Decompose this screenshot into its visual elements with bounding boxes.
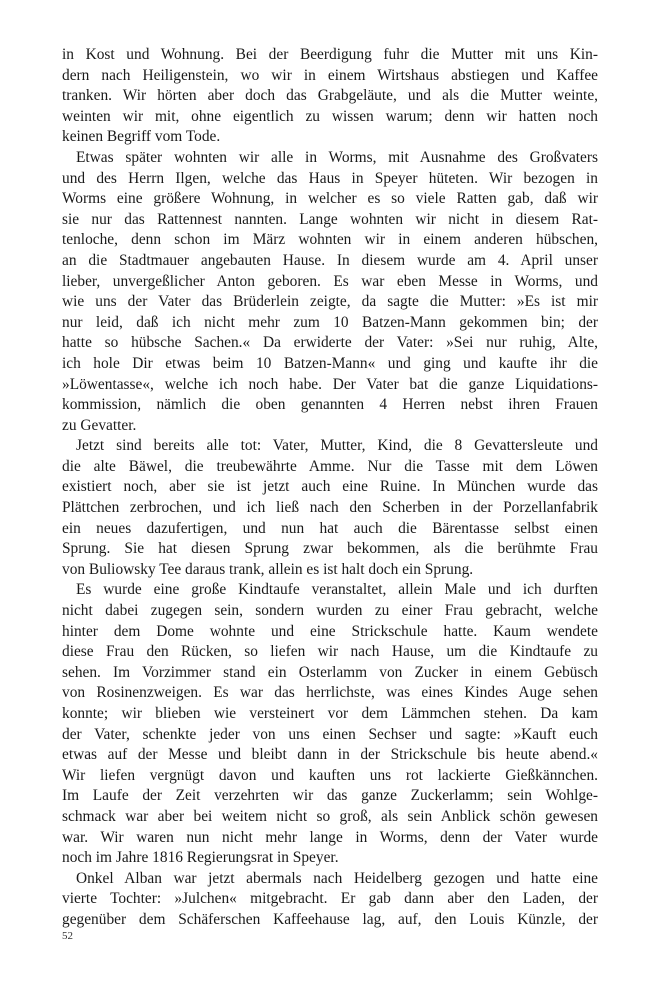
text-line: noch im Jahre 1816 Regierungsrat in Speyer. — [62, 849, 339, 867]
text-line: dern nach Heiligenstein, wo wir in einem Wirtshaus abstiegen und Kaffee — [62, 66, 598, 84]
text-line: Sprung. Sie hat diesen Sprung zwar bekommen, als die berühmte Frau — [62, 540, 598, 558]
text-line: vierte Tochter: »Julchen« mitgebracht. Er gab dann aber den Laden, der — [62, 890, 598, 908]
text-line: Onkel Alban war jetzt abermals nach Heidelberg gezogen und hatte eine — [76, 869, 598, 887]
text-line: Etwas später wohnten wir alle in Worms, mit Ausnahme des Großvaters — [76, 148, 598, 166]
text-line: konnte; wir blieben wie versteinert vor dem Lämmchen stehen. Da kam — [62, 705, 598, 722]
text-line: wie uns der Vater das Brüderlein zeigte, da sagte die Mutter: »Es ist mir — [62, 293, 598, 311]
text-line: etwas auf der Messe und bleibt dann in der Strickschule bis heute abend.« — [62, 746, 598, 764]
text-line: sehen. Im Vorzimmer stand ein Osterlamm von Zucker in einem Gebüsch — [62, 663, 598, 681]
text-line: Jetzt sind bereits alle tot: Vater, Mutter, Kind, die 8 Gevattersleute und — [76, 437, 598, 455]
text-line: und des Herrn Ilgen, welche das Haus in Speyer hüteten. Wir bezogen in — [62, 169, 598, 187]
text-line: diese Frau den Rücken, so liefen wir nach Hause, um die Kindtaufe zu — [62, 643, 598, 661]
text-line: »Löwentasse«, welche ich noch habe. Der Vater bat die ganze Liquidations- — [62, 375, 598, 393]
body-text — [62, 45, 598, 931]
text-line: keinen Begriff vom Tode. — [62, 128, 221, 146]
text-line: existiert noch, aber sie ist jetzt auch eine Ruine. In München wurde das — [62, 478, 598, 496]
page-number: 52 — [62, 930, 73, 942]
text-line: Es wurde eine große Kindtaufe veranstaltet, allein Male und ich durften — [76, 581, 598, 599]
text-line: zu Gevatter. — [62, 416, 137, 434]
text-line: tranken. Wir hörten aber doch das Grabgeläute, und als die Mutter weinte, — [62, 87, 598, 105]
text-line: Worms eine größere Wohnung, in welcher es so viele Ratten gab, daß wir — [62, 190, 598, 208]
text-line: von Rosinenzweigen. Es war das herrlichste, was eines Kindes Auge sehen — [62, 684, 598, 702]
text-line: tenloche, denn schon im März wohnten wir in einem anderen hübschen, — [62, 231, 598, 249]
text-line: lieber, unvergeßlicher Anton geboren. Es war eben Messe in Worms, und — [62, 272, 598, 290]
text-line: Plättchen zerbrochen, und ich ließ nach den Scherben in der Porzellanfabrik — [62, 499, 598, 517]
text-line: ein neues dazufertigen, und nun hat auch die Bärentasse selbst einen — [62, 519, 598, 537]
text-line: weinten wir mit, ohne eigentlich zu wissen warum; denn wir hatten noch — [62, 107, 598, 125]
text-line: hatte so hübsche Sachen.« Da erwiderte der Vater: »Sei nur ruhig, Alte, — [62, 334, 598, 352]
text-line: von Buliowsky Tee daraus trank, allein es ist halt doch ein Sprung. — [62, 560, 474, 578]
text-line: nur leid, daß ich nicht mehr zum 10 Batzen-Mann gekommen bin; der — [62, 313, 598, 331]
text-line: Im Laufe der Zeit verzehrten wir das ganze Zuckerlamm; sein Wohlge- — [62, 787, 598, 805]
text-line: schmack war aber bei weitem nicht so groß, als sein Anblick schön gewesen — [62, 807, 598, 825]
text-line: in Kost und Wohnung. Bei der Beerdigung fuhr die Mutter mit uns Kin- — [62, 46, 598, 63]
text-line: Wir liefen vergnügt davon und kauften uns rot lackierte Gießkännchen. — [62, 766, 598, 784]
text-line: nicht dabei zugegen sein, sondern wurden zu einer Frau gebracht, welche — [62, 602, 598, 620]
text-line: an die Stadtmauer angebauten Hause. In diesem wurde am 4. April unser — [62, 251, 598, 269]
text-line: kommission, nämlich die oben genannten 4 Herren nebst ihren Frauen — [62, 396, 598, 414]
text-line: der Vater, schenkte jeder von uns einen Sechser und sagte: »Kauft euch — [62, 725, 598, 743]
text-line: ich hole Dir etwas beim 10 Batzen-Mann« und ging und kaufte ihr die — [62, 354, 598, 372]
text-line: hinter dem Dome wohnte und eine Strickschule hatte. Kaum wendete — [62, 622, 598, 640]
text-line: sie nur das Rattennest nannten. Lange wohnten wir nicht in diesem Rat- — [62, 210, 598, 228]
text-line: war. Wir waren nun nicht mehr lange in Worms, denn der Vater wurde — [62, 828, 598, 846]
text-line: gegenüber dem Schäferschen Kaffeehause lag, auf, den Louis Künzle, der — [62, 910, 598, 928]
text-line: die alte Bäwel, die treubewährte Amme. Nur die Tasse mit dem Löwen — [62, 457, 598, 475]
